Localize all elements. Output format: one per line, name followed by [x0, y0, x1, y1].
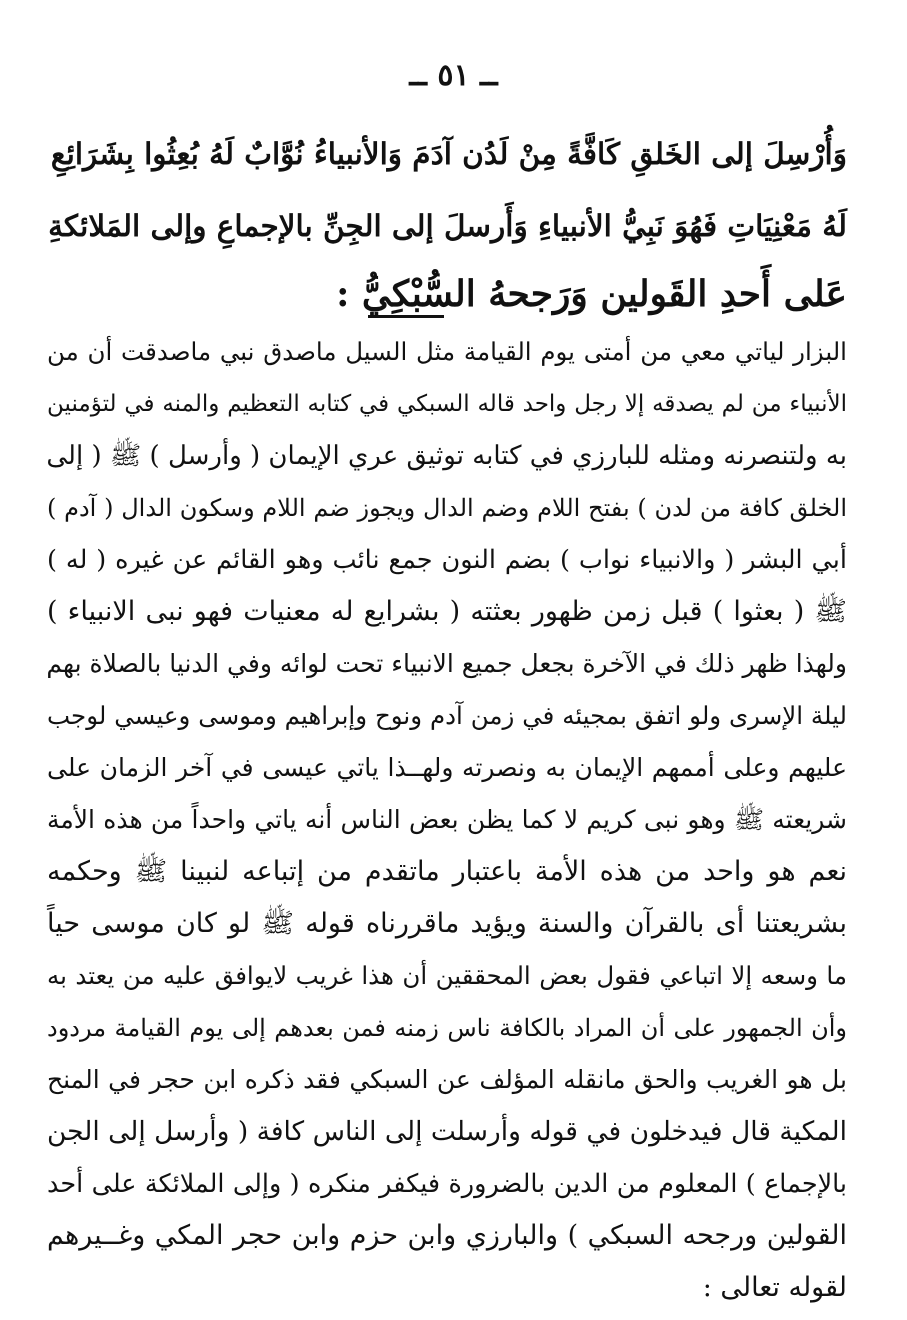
commentary-line: أبي البشر ( والانبياء نواب ) بضم النون جمع نائب وهو القائم عن غيره ( له )	[47, 545, 847, 575]
commentary-line: بالإجماع ) المعلوم من الدين بالضرورة فيكفر منكره ( وإلى الملائكة على أحد	[47, 1169, 847, 1199]
commentary-line: الأنبياء من لم يصدقه إلا رجل واحد قاله السبكي في كتابه التعظيم والمنه في لتؤمنين	[47, 391, 847, 417]
commentary-line: عليهم وعلى أممهم الإيمان به ونصرته ولهــذا ياتي عيسى في آخر الزمان على	[47, 753, 847, 782]
matn-line: عَلى أَحدِ القَولين وَرَجحهُ السُّبْكِيُّ :	[336, 273, 847, 315]
matn-line: وَأُرْسِلَ إلى الخَلقِ كَافَّةً مِنْ لَدُن آدَمَ وَالأنبياءُ نُوَّابٌ لَهُ بُعِثُوا بِشَرَائِعِ	[50, 136, 847, 171]
commentary-line: ﷺ ( بعثوا ) قبل زمن ظهور بعثته ( بشرايع له معنيات فهو نبى الانبياء )	[47, 596, 847, 627]
commentary-line: وأن الجمهور على أن المراد بالكافة ناس زمنه فمن بعدهم إلى يوم القيامة مردود	[47, 1014, 847, 1042]
commentary-line: القولين ورجحه السبكي ) والبارزي وابن حزم وابن حجر المكي وغــيرهم	[47, 1220, 847, 1251]
page-number: ــ ٥١ ــ	[409, 58, 498, 93]
commentary-line: بشريعتنا أى بالقرآن والسنة ويؤيد ماقررناه قوله ﷺ لو كان موسى حياً	[47, 908, 847, 939]
commentary-line: ما وسعه إلا اتباعي فقول بعض المحققين أن هذا غريب لايوافق عليه من يعتد به	[47, 961, 847, 990]
separator-rule	[368, 315, 444, 318]
commentary-line: ولهذا ظهر ذلك في الآخرة بجعل جميع الانبياء تحت لوائه وفي الدنيا بالصلاة بهم	[46, 649, 847, 678]
commentary-line: بل هو الغريب والحق مانقله المؤلف عن السبكي فقد ذكره ابن حجر في المنح	[47, 1065, 847, 1094]
commentary-line: المكية قال فيدخلون في قوله وأرسلت إلى الناس كافة ( وأرسل إلى الجن	[47, 1116, 847, 1147]
commentary-line: شريعته ﷺ وهو نبى كريم لا كما يظن بعض الناس أنه ياتي واحداً من هذه الأمة	[47, 805, 847, 834]
commentary-line: ليلة الإسرى ولو اتفق بمجيئه في زمن آدم ونوح وإبراهيم وموسى وعيسي لوجب	[47, 701, 847, 730]
commentary-line: البزار لياتي معي من أمتى يوم القيامة مثل السيل ماصدق نبي ماصدقت أن من	[47, 337, 847, 366]
commentary-line: نعم هو واحد من هذه الأمة باعتبار ماتقدم من إتباعه لنبينا ﷺ وحكمه	[47, 856, 847, 887]
matn-line: لَهُ مَعْنِيَاتِ فَهُوَ نَبِيُّ الأنبياءِ وَأَرسلَ إلى الجِنِّ بالإجماعِ وإلى المَلائكةِ	[48, 208, 847, 243]
commentary-line: به ولتنصرنه ومثله للبارزي في كتابه توثيق عري الإيمان ( وأرسل ) ﷺ ( إلى	[46, 441, 847, 471]
commentary-line: الخلق كافة من لدن ) بفتح اللام وضم الدال ويجوز ضم اللام وسكون الدال ( آدم )	[47, 494, 847, 522]
commentary-line: لقوله تعالى :	[702, 1272, 847, 1303]
